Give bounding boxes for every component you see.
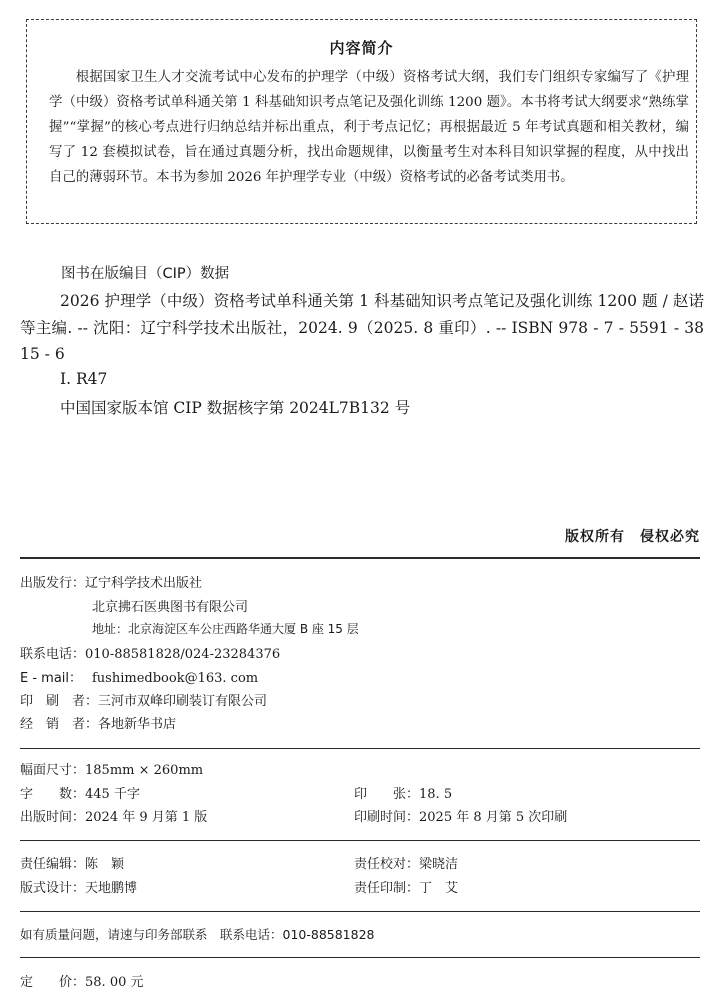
- pub-date-row: [20, 806, 207, 825]
- phone-label: 联系电话：: [20, 647, 86, 662]
- publisher-label: 出版发行：: [20, 576, 86, 591]
- format-row: [20, 759, 203, 778]
- co-publisher: 北京拂石医典图书有限公司: [92, 600, 249, 615]
- email-label: E - mail：: [20, 671, 83, 686]
- cip-heading: 图书在版编目（CIP）数据: [61, 266, 230, 282]
- print-resp-label: 责任印制：: [354, 881, 420, 896]
- pub-date-value: 2024 年 9 月第 1 版: [85, 810, 208, 825]
- print-resp-row: [354, 877, 458, 896]
- format-label: 幅面尺寸：: [20, 763, 86, 778]
- editor-label: 责任编辑：: [20, 857, 86, 872]
- summary-text: 根据国家卫生人才交流考试中心发布的护理学（中级）资格考试大纲，我们专门组织专家编写了《护理学（中级）资格考试单科通关第 1 科基础知识考点笔记及强化训练 1200 题》。本书将考试大纲要求“熟练掌握”“掌握”的核心考点进行归纳总结并标出重点，利于考点记忆；再根据最近 5 年考试真题和相关教材，编写了 12 套模拟试卷，旨在通过真题分析，找出命题规律，以衡量考生对本科目知识掌握的程度，从中找出自己的薄弱环节。本书为参加 2026 年护理学专业（中级）资格考试的必备考试类用书。: [49, 70, 689, 185]
- phone-value: 010-88581828/024-23284376: [85, 647, 281, 662]
- cip-classification: Ⅰ. R47: [60, 370, 108, 388]
- divider: [20, 748, 700, 749]
- design-value: 天地鹏博: [85, 881, 138, 896]
- editor-value: 陈 颖: [85, 857, 125, 872]
- cip-data-number: 中国国家版本馆 CIP 数据核字第 2024L7B132 号: [60, 399, 411, 417]
- publisher-row: [20, 572, 202, 591]
- divider: [20, 840, 700, 841]
- print-date-label: 印刷时间：: [354, 810, 420, 825]
- words-value: 445 千字: [85, 787, 140, 802]
- distributor-value: 各地新华书店: [98, 717, 177, 732]
- address: 地址：北京海淀区车公庄西路华通大厦 B 座 15 层: [92, 622, 359, 636]
- divider: [20, 911, 700, 912]
- distributor-label: 经 销 者：: [20, 717, 99, 732]
- printer-label: 印 刷 者：: [20, 694, 99, 709]
- summary-title: 内容简介: [329, 39, 394, 57]
- proof-value: 梁晓洁: [419, 857, 459, 872]
- words-label: 字 数：: [20, 787, 86, 802]
- email-row: [20, 667, 258, 686]
- email-value: fushimedbook@163. com: [92, 671, 259, 686]
- publisher-name: 辽宁科学技术出版社: [85, 576, 203, 591]
- format-value: 185mm × 260mm: [85, 763, 204, 778]
- summary-box: [26, 19, 697, 224]
- quality-note: 如有质量问题，请速与印务部联系 联系电话：010-88581828: [20, 927, 375, 942]
- design-row: [20, 877, 137, 896]
- proof-label: 责任校对：: [354, 857, 420, 872]
- sheets-value: 18. 5: [419, 787, 453, 802]
- pub-date-label: 出版时间：: [20, 810, 86, 825]
- print-date-row: [354, 806, 567, 825]
- rights-notice: 版权所有 侵权必究: [565, 529, 700, 545]
- print-date-value: 2025 年 8 月第 5 次印刷: [419, 810, 568, 825]
- price-label: 定 价：: [20, 975, 86, 990]
- words-row: [20, 783, 140, 802]
- design-label: 版式设计：: [20, 881, 86, 896]
- divider: [20, 557, 700, 559]
- print-resp-value: 丁 艾: [419, 881, 459, 896]
- printer-value: 三河市双峰印刷装订有限公司: [98, 694, 268, 709]
- price-row: [20, 971, 144, 990]
- editor-row: [20, 853, 124, 872]
- printer-row: [20, 690, 267, 709]
- cip-record: 2026 护理学（中级）资格考试单科通关第 1 科基础知识考点笔记及强化训练 1200 题 / 赵诺等主编. -- 沈阳：辽宁科学技术出版社，2024. 9（2025. 8 重印）. -- ISBN 978 - 7 - 5591 - 3815 - 6: [20, 292, 704, 363]
- sheets-label: 印 张：: [354, 787, 420, 802]
- proof-row: [354, 853, 458, 872]
- price-value: 58. 00 元: [85, 975, 144, 990]
- sheets-row: [354, 783, 452, 802]
- divider: [20, 957, 700, 958]
- distributor-row: [20, 713, 176, 732]
- phone-row: [20, 643, 280, 662]
